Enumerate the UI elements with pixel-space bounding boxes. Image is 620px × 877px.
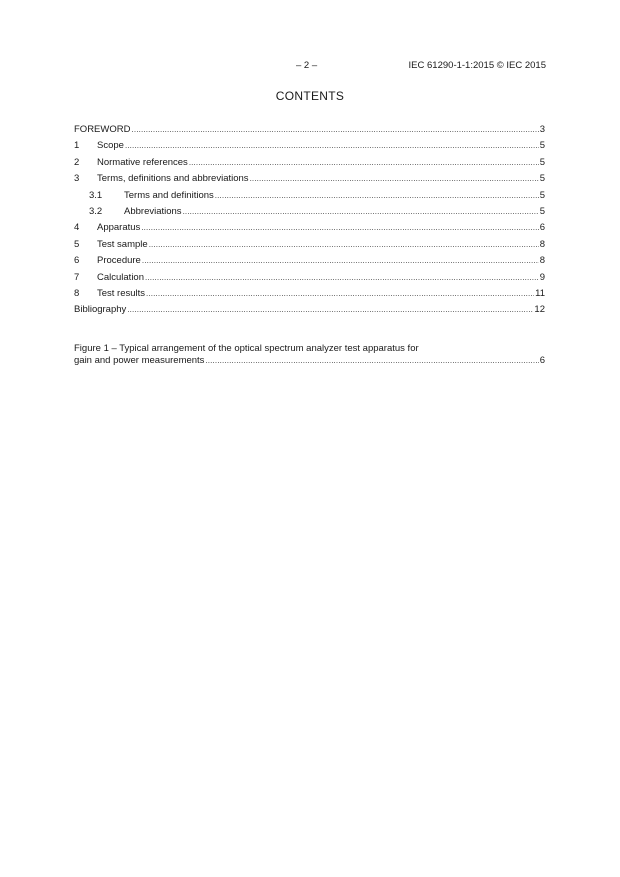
toc-page: 9 [539,271,545,283]
toc-title: Apparatus [97,222,141,234]
toc-page: 5 [539,189,545,201]
document-reference: IEC 61290-1-1:2015 © IEC 2015 [408,60,546,71]
toc-page: 5 [539,156,545,168]
toc-title: Calculation [97,271,144,283]
toc-page: 8 [539,238,545,250]
leader-dots [250,171,539,187]
toc-title: FOREWORD [74,124,131,135]
leader-dots [141,220,538,236]
toc-number: 3.2 [89,205,103,217]
toc-title: Normative references [97,156,188,168]
toc-number: 7 [74,271,80,283]
toc-number: 4 [74,222,80,234]
toc-entry-bibliography[interactable] [74,302,545,318]
toc-entry-foreword[interactable] [74,122,545,138]
toc-entry-apparatus[interactable] [74,220,545,236]
toc-number: 3.1 [89,189,103,201]
toc-title: Procedure [97,255,141,267]
toc-page: 12 [534,304,545,316]
toc-number: 8 [74,287,80,299]
contents-title: CONTENTS [275,89,345,103]
leader-dots [127,302,533,318]
toc-title: Terms, definitions and abbreviations [97,173,249,185]
toc-number: 6 [74,255,80,267]
toc-entry-normative-references[interactable] [74,155,545,171]
leader-dots [131,122,538,138]
figure-title-line2: gain and power measurements [74,355,205,366]
toc-page: 5 [539,140,545,152]
figure-title-line2-row [74,355,545,367]
toc-page: 11 [535,287,545,299]
toc-entry-test-results[interactable] [74,286,545,302]
toc-entry-calculation[interactable] [74,270,545,286]
leader-dots [146,286,534,302]
page-header [0,60,620,74]
toc-page: 6 [539,222,545,234]
toc-entry-procedure[interactable] [74,253,545,269]
toc-title: Abbreviations [124,205,182,217]
leader-dots [145,270,539,286]
figure-page: 6 [539,355,545,366]
toc-entry-scope[interactable] [74,138,545,154]
page-number: – 2 – [296,60,318,71]
toc-number: 3 [74,173,80,185]
leader-dots [189,155,539,171]
leader-dots [149,237,539,253]
toc-title: Terms and definitions [124,189,214,201]
toc-number: 2 [74,156,80,168]
toc-page: 3 [539,124,545,135]
toc-number: 5 [74,238,80,250]
toc-entry-terms-and-definitions[interactable] [74,188,545,204]
figure-title-line1: Figure 1 – Typical arrangement of the optical spectrum analyzer test apparatus for [74,343,419,354]
toc-title: Bibliography [74,304,127,316]
toc-title: Test sample [97,238,148,250]
toc-page: 5 [539,205,545,217]
toc-title: Scope [97,140,124,152]
figure-entry-1[interactable] [74,343,545,367]
list-of-figures [74,343,545,367]
toc-entry-test-sample[interactable] [74,237,545,253]
toc-title: Test results [97,287,146,299]
toc-number: 1 [74,140,80,152]
toc-page: 5 [539,173,545,185]
leader-dots [125,138,539,154]
toc-entry-abbreviations[interactable] [74,204,545,220]
leader-dots [183,204,539,220]
table-of-contents [74,122,545,319]
toc-entry-terms-definitions-abbreviations[interactable] [74,171,545,187]
leader-dots [215,188,539,204]
toc-page: 8 [539,255,545,267]
leader-dots [205,355,538,367]
leader-dots [142,253,539,269]
